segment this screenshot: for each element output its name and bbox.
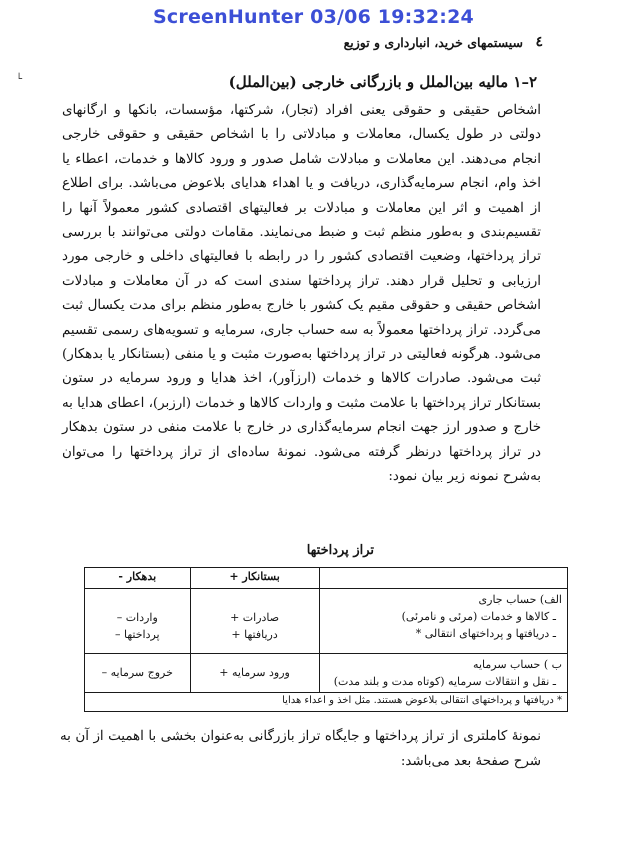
table-grid <box>84 567 568 712</box>
table-title: تراز پرداختها <box>306 543 374 558</box>
header-empty-cell <box>319 568 567 589</box>
section-heading: ۲–۱ مالیه بین‌الملل و بازرگانی خارجی (بین‌الملل) <box>228 73 537 91</box>
balance-of-payments-table <box>84 543 568 711</box>
current-account-debit <box>85 589 191 654</box>
capital-transfers-label: ـ نقل و انتقالات سرمایه (کوتاه مدت و بلند مدت) <box>333 675 556 688</box>
current-account-labels <box>319 589 567 654</box>
current-account-heading: الف) حساب جاری <box>478 593 562 606</box>
footnote-row <box>85 693 568 712</box>
capital-account-labels <box>319 654 567 693</box>
transfers-label: ـ دریافتها و پرداختهای انتقالی * <box>415 627 556 640</box>
body-paragraph: اشخاص حقیقی و حقوقی یعنی افراد (تجار)، شرکتها، مؤسسات، بانکها و ارگانهای دولتی در طول یکسال، معاملات و مبادلاتی را با اشخاص حقیقی و حقوقی خارجی انجام می‌دهند. این معاملات و مبادلات شامل صدور و ورود کالاها و خدمات، اعطاء یا اخذ وام، انجام سرمایه‌گذاری، دریافت و یا اهداء هدایای بلاعوض می‌باشد. برای اطلاع از اهمیت و اثر این معاملات و مبادلات بر فعالیتهای اقتصادی کشور معمولاً آنها را تقسیم‌بندی و به‌طور منظم ثبت و ضبط می‌نمایند. مقامات دولتی می‌توانند با بررسی تراز پرداختها، وضعیت اقتصادی کشور را در رابطه با فعالیتهای داخلی و خارجی مورد ارزیابی و تحلیل قرار دهند. تراز پرداختها سندی است که در آن معاملات و مبادلات اشخاص حقیقی و حقوقی مقیم یک کشور با خارج به‌طور منظم برای مدت یکسال ثبت می‌گردد. تراز پرداختها معمولاً به سه حساب جاری، سرمایه و تسویه‌های رسمی تقسیم می‌شود. هرگونه فعالیتی در تراز پرداختها به‌صورت مثبت و یا منفی (بستانکار یا بدهکار) ثبت می‌شود. صادرات کالاها و خدمات (ارزآور)، اخذ هدایا و ورود سرمایه در ستون بستانکار تراز پرداختها با علامت مثبت و واردات کالاها و خدمات (ارزبر)، اعطای هدایا به خارج و صدور ارز جهت انجام سرمایه‌گذاری در خارج با علامت منفی در ستون بدهکار در تراز پرداختها درنظر گرفته می‌شود. نمونهٔ ساده‌ای از تراز پرداختها را می‌توان به‌شرح نمونه زیر بیان نمود: <box>62 103 541 485</box>
exports-credit: صادرات + <box>230 611 280 624</box>
running-header-title: سیستمهای خرید، انبارداری و توزیع <box>343 35 523 50</box>
current-account-credit <box>190 589 319 654</box>
capital-account-credit <box>190 654 319 693</box>
capital-account-heading: ب ) حساب سرمایه <box>473 658 562 671</box>
goods-services-label: ـ کالاها و خدمات (مرئی و نامرئی) <box>401 610 556 623</box>
capital-account-debit <box>85 654 191 693</box>
corner-mark: └ <box>16 74 23 85</box>
closing-paragraph: نمونهٔ کاملتری از تراز پرداختها و جایگاه تراز بازرگانی به‌عنوان بخشی با اهمیت از آن به شرح صفحهٔ بعد می‌باشد: <box>60 729 541 769</box>
capital-account-row <box>85 654 568 693</box>
current-account-row <box>85 589 568 654</box>
header-credit: بستانکار + <box>190 568 319 589</box>
capital-outflow-debit: خروج سرمایه – <box>101 666 173 679</box>
screenhunter-banner: ScreenHunter 03/06 19:32:24 <box>153 6 474 28</box>
imports-debit: واردات – <box>116 611 158 624</box>
table-footnote: * دریافتها و پرداختهای انتقالی بلاعوض هستند. مثل اخذ و اعداء هدایا <box>85 693 568 712</box>
header-debit: بدهکار - <box>85 568 191 589</box>
receipts-credit: دریافتها + <box>231 628 278 641</box>
page-number: ٤ <box>535 34 543 50</box>
capital-inflow-credit: ورود سرمایه + <box>219 666 290 679</box>
payments-debit: پرداختها – <box>114 628 160 641</box>
running-header <box>0 34 627 56</box>
table-header-row <box>85 568 568 589</box>
